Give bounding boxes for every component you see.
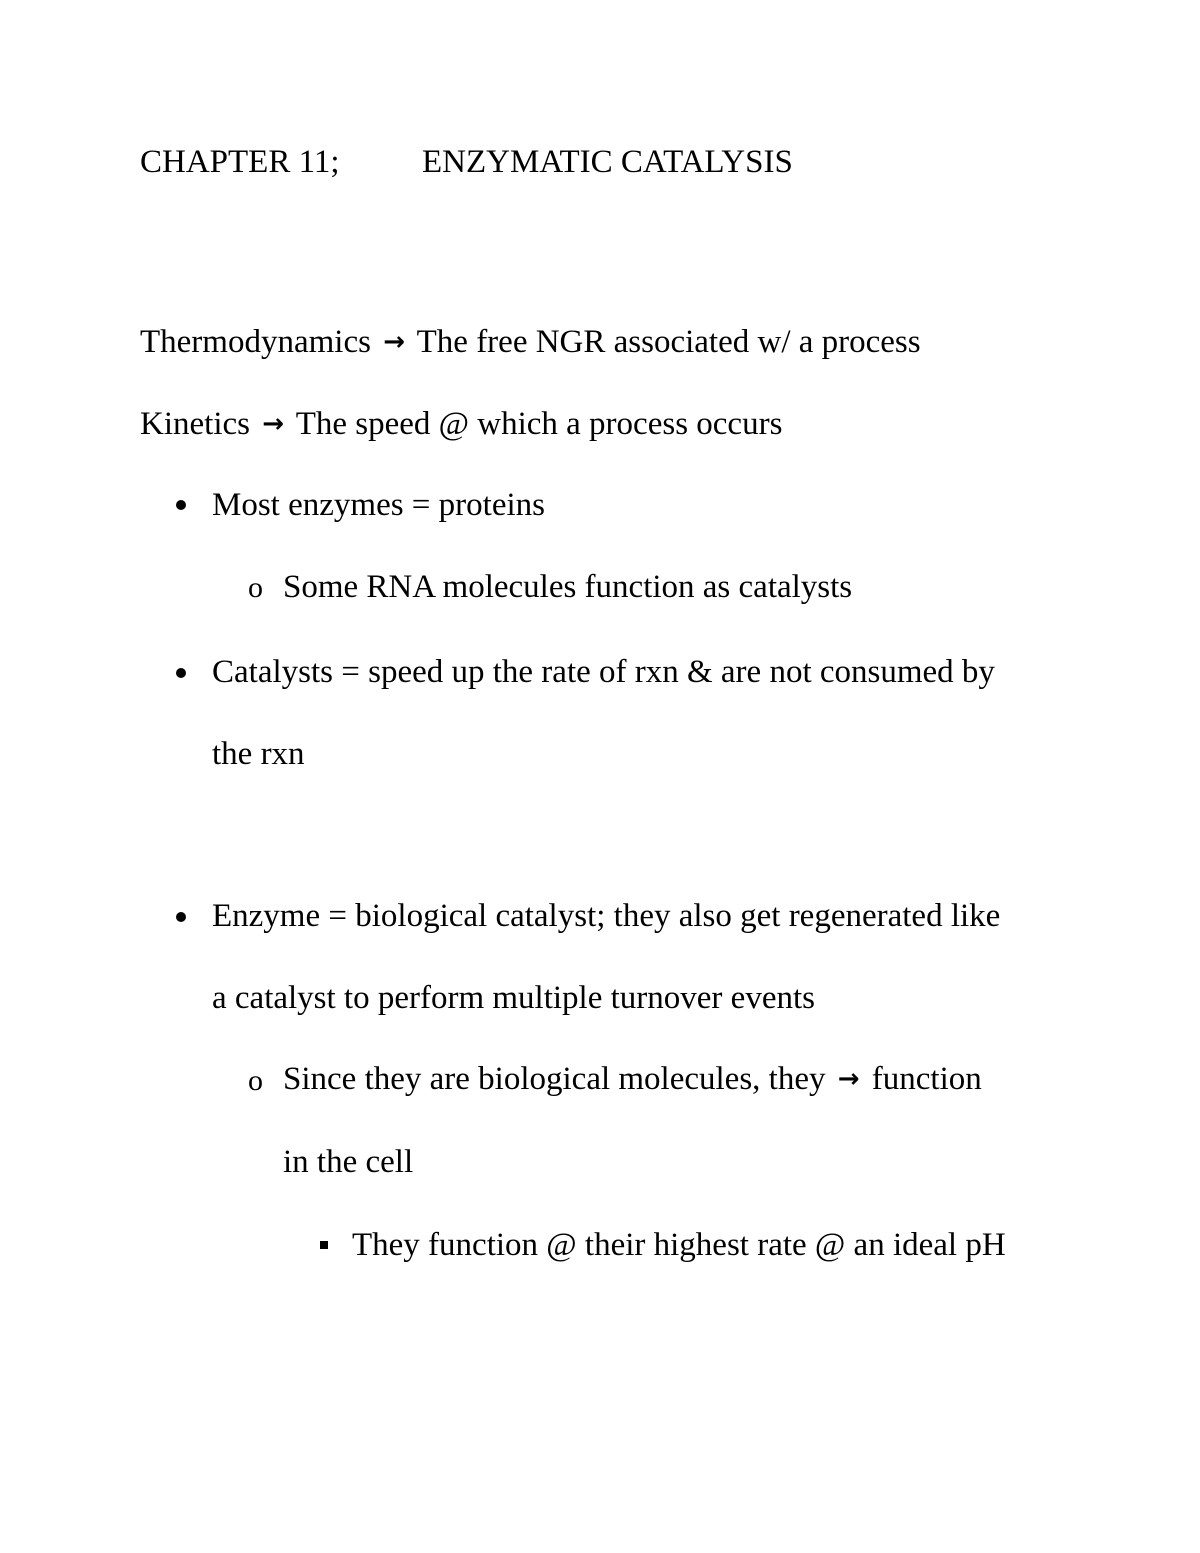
list-item-continuation: the rxn xyxy=(212,736,305,772)
definition-kinetics xyxy=(140,408,782,441)
definition-text: The speed @ which a process occurs xyxy=(295,406,783,442)
definition-thermodynamics xyxy=(140,326,921,359)
list-item-continuation: a catalyst to perform multiple turnover events xyxy=(212,980,815,1016)
list-item: They function @ their highest rate @ an ideal pH xyxy=(352,1227,1006,1263)
bullet-disc-icon xyxy=(176,668,186,678)
right-arrow-icon: → xyxy=(383,327,405,357)
bullet-disc-icon xyxy=(176,500,186,510)
definition-text: The free NGR associated w/ a process xyxy=(416,324,921,360)
list-item: Most enzymes = proteins xyxy=(212,487,545,523)
right-arrow-icon: → xyxy=(837,1064,860,1094)
bullet-square-icon xyxy=(320,1241,328,1249)
list-item: Some RNA molecules function as catalysts xyxy=(283,569,853,605)
list-item-text: Since they are biological molecules, they xyxy=(283,1061,826,1097)
list-item: Enzyme = biological catalyst; they also get regenerated like xyxy=(212,898,1001,934)
definition-term: Thermodynamics xyxy=(140,324,371,360)
bullet-circle-icon: o xyxy=(248,571,263,604)
chapter-title: ENZYMATIC CATALYSIS xyxy=(422,144,793,180)
definition-term: Kinetics xyxy=(140,406,250,442)
bullet-circle-icon: o xyxy=(248,1064,263,1097)
list-item-continuation: in the cell xyxy=(283,1144,414,1180)
bullet-disc-icon xyxy=(176,912,186,922)
list-item xyxy=(283,1063,982,1096)
right-arrow-icon: → xyxy=(262,409,285,439)
list-item: Catalysts = speed up the rate of rxn & are not consumed by xyxy=(212,654,995,690)
list-item-text: function xyxy=(871,1061,982,1097)
chapter-number: CHAPTER 11; xyxy=(140,144,340,180)
